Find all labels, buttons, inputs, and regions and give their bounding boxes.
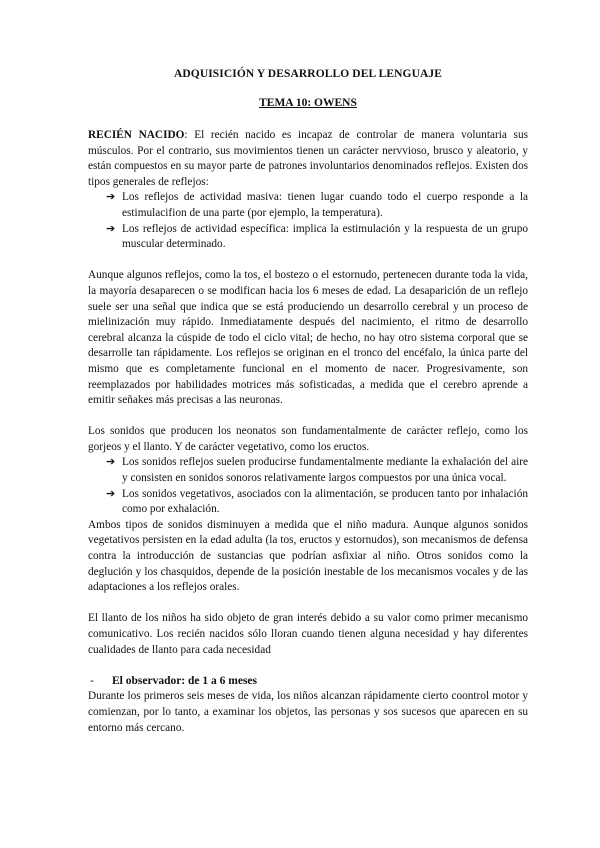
arrow-right-icon: ➔: [106, 191, 116, 204]
sounds-list: [88, 455, 528, 517]
crying-paragraph: El llanto de los niños ha sido objeto de gran interés debido a su valor como primer mecanismo comunicativo. Los recién nacidos sólo lloran cuando tienen alguna necesidad y hay diferentes cualidades de llanto para cada necesidad: [88, 612, 528, 656]
document-subtitle: TEMA 10: OWENS: [259, 97, 357, 109]
sounds-closing-paragraph: Ambos tipos de sonidos disminuyen a medida que el niño madura. Aunque algunos sonidos vegetativos persisten en la edad adulta (la tos, eructos y estornudos), son mecanismos de defensa contra la introducción de sustancias que podrían asfixiar al niño. Otros sonidos como la deglución y los chasquidos, depende de la posición inestable de los mecanismos vocales y de las adaptaciones a los reflejos orales.: [88, 518, 528, 594]
reflex-types-list: [88, 190, 528, 252]
arrow-right-icon: ➔: [106, 222, 116, 235]
observer-paragraph: Durante los primeros seis meses de vida, los niños alcanzan rápidamente cierto coontrol motor y comienzan, por lo tanto, a examinar los objetos, las personas y sos sucesos que aparecen en su entorno más cercano.: [88, 690, 528, 734]
list-item: ➔ Los sonidos reflejos suelen producirse fundamentalmente mediante la exhalación del aire y consisten en sonidos sonoros relativamente largos compuestos por una única vocal.: [106, 456, 528, 485]
sounds-intro-paragraph: Los sonidos que producen los neonatos son fundamentalmente de carácter reflejo, como los gorjeos y el llanto. Y de carácter vegetativo, como los eructos.: [88, 425, 528, 453]
section-dash: -: [90, 674, 94, 687]
newborn-lead: RECIÉN NACIDO: [88, 129, 185, 141]
newborn-paragraph: [88, 128, 528, 190]
arrow-right-icon: ➔: [106, 487, 116, 500]
observer-heading: [88, 674, 528, 690]
document-page: [88, 68, 528, 736]
newborn-intro: : El recién nacido es incapaz de controlar de manera voluntaria sus músculos. Por el contrario, sus movimientos tienen un carácter nervvioso, brusco y aleatorio, y están compuestos en su mayor parte de patrones involuntarios denominados reflejos. Existen dos tipos generales de reflejos:: [88, 129, 528, 188]
list-item: ➔ Los reflejos de actividad específica: implica la estimulación y la respuesta de un grupo muscular determinado.: [106, 222, 528, 251]
observer-heading-text: El observador: de 1 a 6 meses: [112, 674, 258, 687]
document-title: ADQUISICIÓN Y DESARROLLO DEL LENGUAJE: [173, 68, 443, 80]
list-item: ➔ Los reflejos de actividad masiva: tienen lugar cuando todo el cuerpo responde a la estimulacifion de una parte (por ejemplo, la temperatura).: [106, 191, 528, 219]
reflexes-paragraph: Aunque algunos reflejos, como la tos, el bostezo o el estornudo, pertenecen durante toda la vida, la mayoría desaparecen o se modifican hacia los 6 meses de edad. La desaparición de un reflejo suele ser una señal que indica que se está produciendo un desarrollo cerebral y un proceso de mielinización muy rápido. Inmediatamente después del nacimiento, el ritmo de desarrollo cerebral alcanza la cúspide de todo el ciclo vital; de hecho, no hay otro sistema corporal que se desarrolle tan rápidamente. Los reflejos se originan en el tronco del encéfalo, la única parte del mismo que es completamente funcional en el momento de nacer. Progresivamente, son reemplazados por habilidades motrices más sofisticadas, a medida que el cerebro aprende a emitir señakes más precisas a las neuronas.: [88, 269, 528, 407]
list-item: ➔ Los sonidos vegetativos, asociados con la alimentación, se producen tanto por inhalación como por exhalación.: [106, 487, 528, 516]
arrow-right-icon: ➔: [106, 456, 116, 469]
